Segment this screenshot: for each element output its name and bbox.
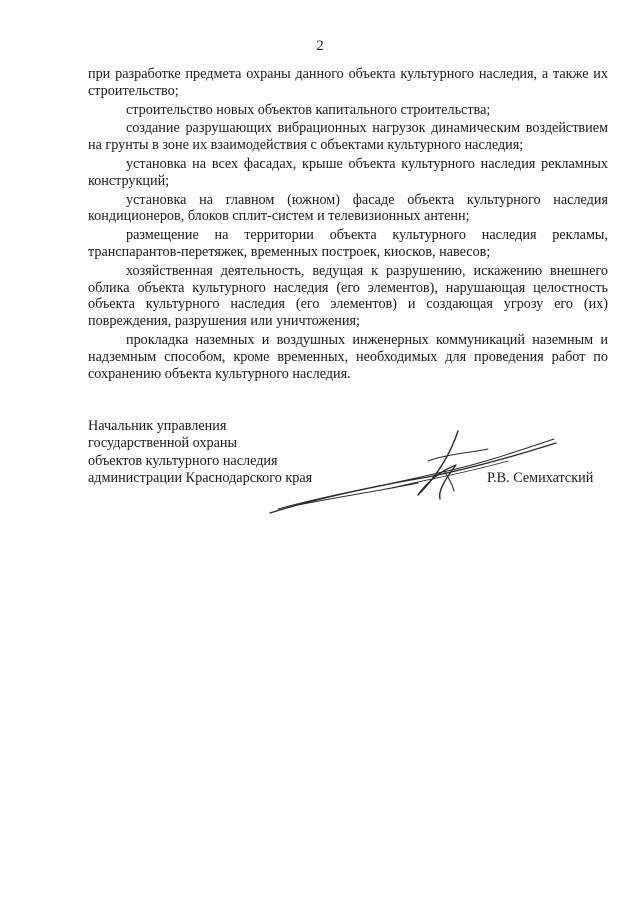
paragraph-economic-activity: хозяйственная деятельность, ведущая к разрушению, искажению внешнего облика объекта культурного наследия (его элементов), нарушающая целостность объекта культурного наследия (его элементов) и создающая угрозу его (их) повреждения, разрушения или уничтожения; [88, 262, 608, 330]
paragraph-advertising-territory: размещение на территории объекта культурного наследия рекламы, транспарантов-перетяжек, временных построек, киосков, навесов; [88, 227, 608, 260]
paragraph-continuation: при разработке предмета охраны данного объекта культурного наследия, а также их строительство; [88, 66, 608, 99]
paragraph-advertising-structures: установка на всех фасадах, крыше объекта культурного наследия рекламных конструкций; [88, 155, 608, 189]
document-body [88, 66, 608, 384]
paragraph-utility-lines: прокладка наземных и воздушных инженерных коммуникаций наземным и надземным способом, кроме временных, необходимых для проведения работ по сохранению объекта культурного наследия. [88, 331, 608, 382]
signatory-title-line: администрации Краснодарского края [88, 470, 313, 487]
paragraph-air-conditioners: установка на главном (южном) фасаде объекта культурного наследия кондиционеров, блоков сплит-систем и телевизионных антенн; [88, 191, 608, 225]
paragraph-vibration-loads: создание разрушающих вибрационных нагрузок динамическим воздействием на грунты в зоне их взаимодействия с объектами культурного наследия; [88, 120, 608, 154]
signatory-name: Р.В. Семихатский [487, 470, 594, 486]
page-number: 2 [316, 38, 324, 54]
signatory-title-line: Начальник управления [88, 418, 227, 434]
signatory-title-line: объектов культурного наследия [88, 452, 278, 469]
signatory-title-line: государственной охраны [88, 435, 238, 452]
paragraph-new-construction: строительство новых объектов капитального строительства; [126, 101, 491, 118]
